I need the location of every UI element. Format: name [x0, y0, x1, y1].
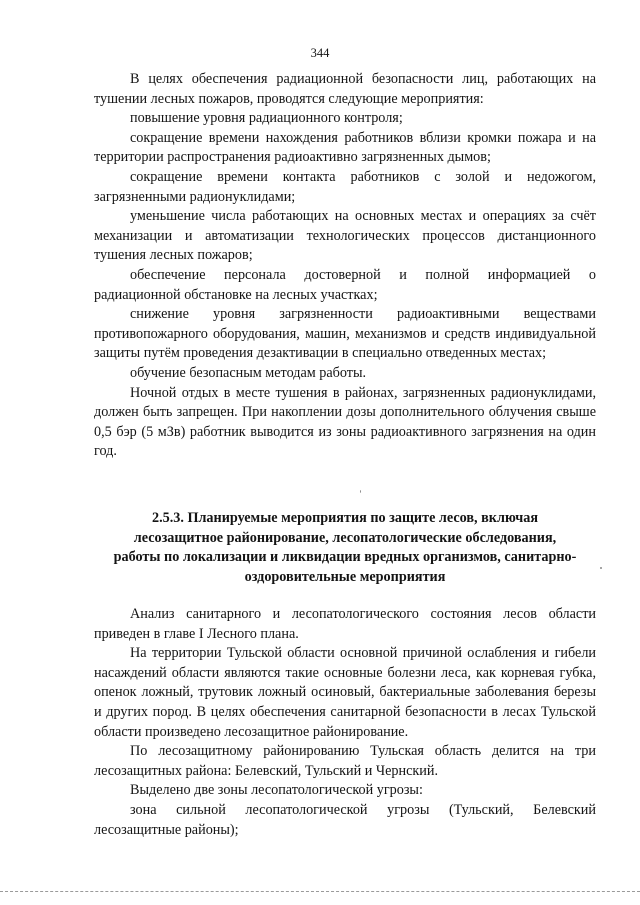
heading-line: работы по локализации и ликвидации вредных организмов, санитарно-: [113, 549, 577, 566]
forest-protection-section: [94, 605, 596, 840]
paragraph: В целях обеспечения радиационной безопасности лиц, работающих на тушении лесных пожаров, проводятся следующие мероприятия:: [94, 71, 596, 107]
list-item: снижение уровня загрязненности радиоактивными веществами противопожарного оборудования, машин, механизмов и средств индивидуальной защиты путём проведения дезактивации в специально отведенных местах;: [94, 306, 596, 362]
scan-speck: [360, 490, 361, 493]
list-item: обучение безопасным методам работы.: [130, 364, 367, 381]
heading-line: оздоровительные мероприятия: [244, 568, 446, 585]
list-item: повышение уровня радиационного контроля;: [130, 110, 403, 127]
paragraph: По лесозащитному районированию Тульская область делится на три лесозащитных района: Белевский, Тульский и Чернский.: [94, 743, 596, 779]
scan-edge-line: [0, 891, 640, 892]
section-heading: [94, 509, 596, 587]
paragraph: Выделено две зоны лесопатологической угрозы:: [130, 782, 423, 799]
paragraph: Ночной отдых в месте тушения в районах, загрязненных радионуклидами, должен быть запрещен. При накоплении дозы дополнительного облучения свыше 0,5 бэр (5 мЗв) работник выводится из зоны радиоактивного загрязнения на один год.: [94, 384, 596, 460]
paragraph: На территории Тульской области основной причиной ослабления и гибели насаждений области являются такие основные болезни леса, как корневая губка, опенок ложный, трутовик ложный осиновый, бактериальные заболевания березы и других пород. В целях обеспечения санитарной безопасности в лесах Тульской области произведено лесозащитное районирование.: [94, 645, 596, 740]
heading-line: лесозащитное районирование, лесопатологические обследования,: [133, 529, 557, 546]
list-item: уменьшение числа работающих на основных местах и операциях за счёт механизации и автоматизации технологических процессов дистанционного тушения лесных пожаров;: [94, 208, 596, 264]
paragraph: Анализ санитарного и лесопатологического состояния лесов области приведен в главе I Лесного плана.: [94, 606, 596, 642]
page-number: 344: [310, 46, 330, 60]
radiation-safety-section: [94, 70, 596, 462]
list-item: зона сильной лесопатологической угрозы (Тульский, Белевский лесозащитные районы);: [94, 801, 596, 838]
list-item: сокращение времени нахождения работников вблизи кромки пожара и на территории распространения радиоактивно загрязненных дымов;: [94, 129, 596, 166]
list-item: сокращение времени контакта работников с золой и недожогом, загрязненными радионуклидами;: [94, 168, 596, 205]
list-item: обеспечение персонала достоверной и полной информацией о радиационной обстановке на лесных участках;: [94, 266, 596, 303]
heading-line: 2.5.3. Планируемые мероприятия по защите лесов, включая: [151, 510, 539, 526]
scan-speck: [600, 567, 602, 569]
